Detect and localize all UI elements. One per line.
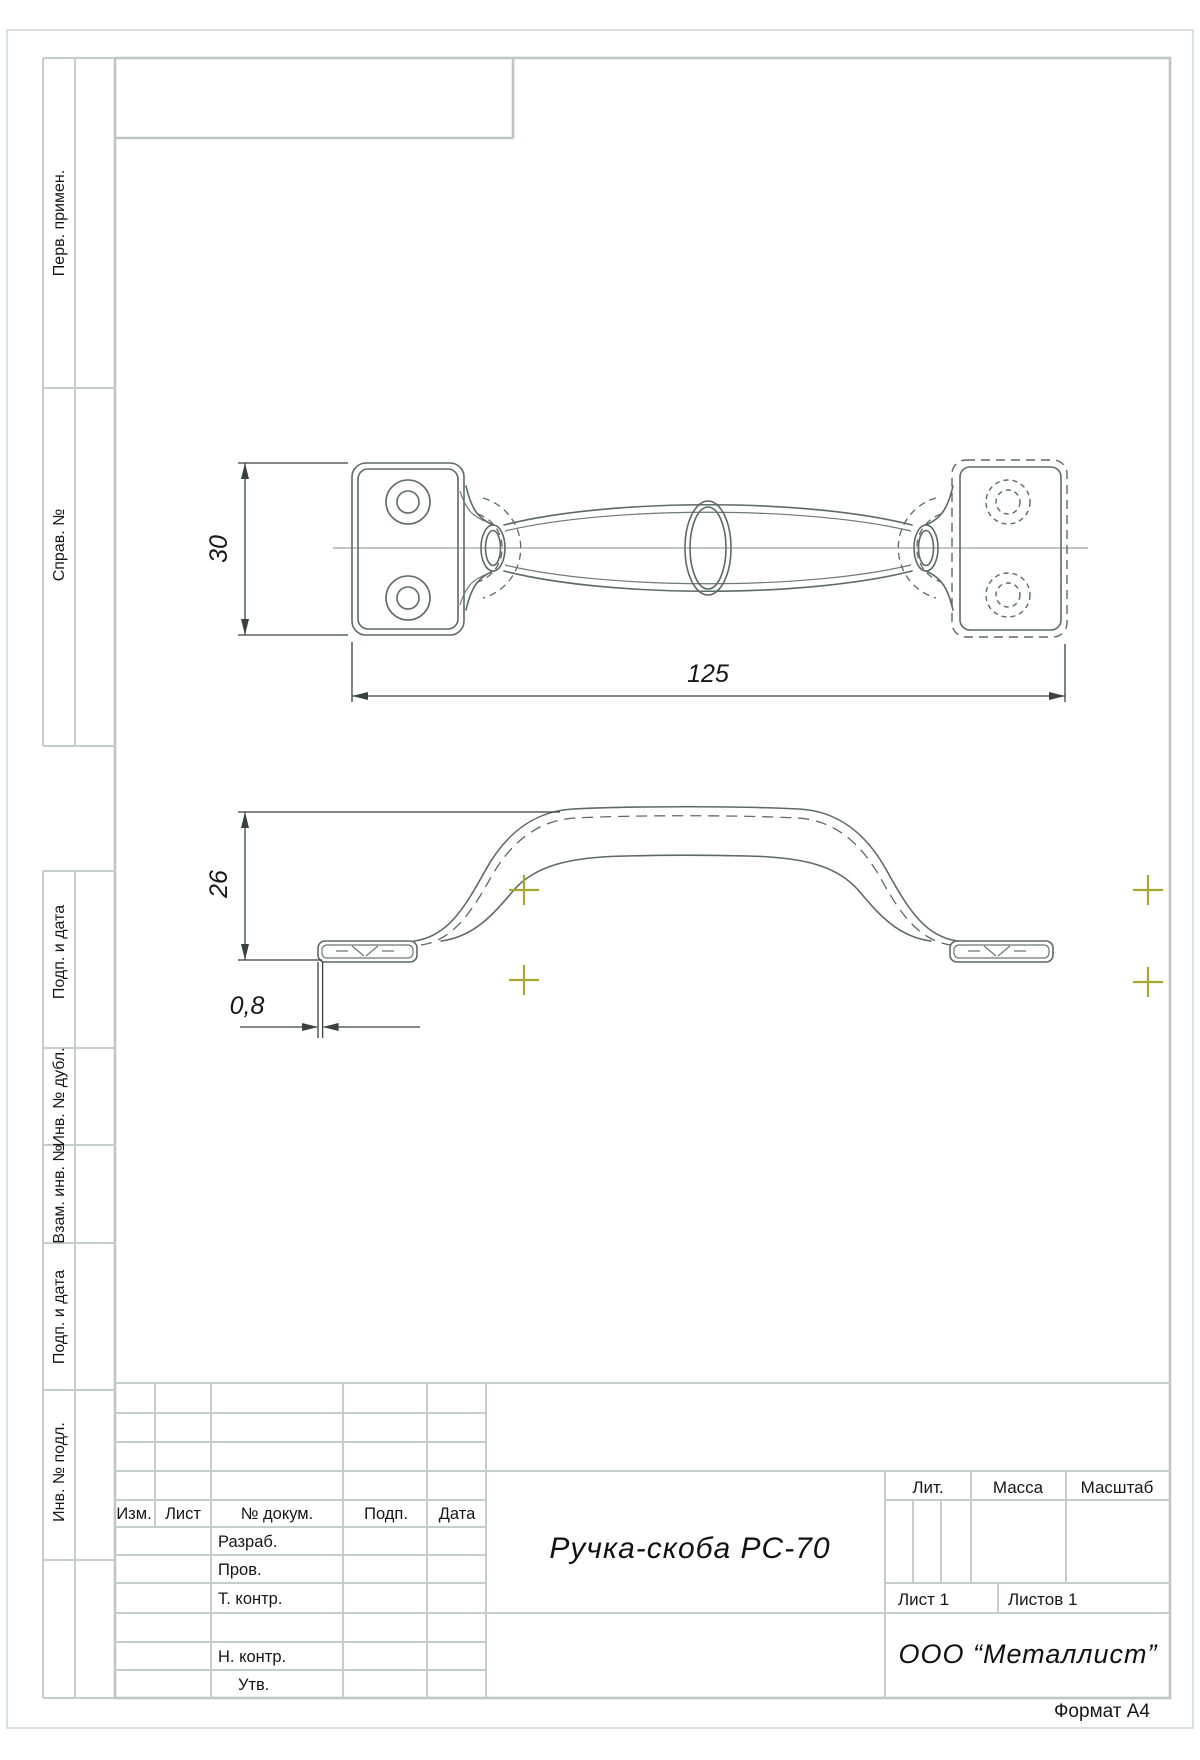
right-foot — [950, 941, 1053, 962]
company-name: ООО “Металлист” — [898, 1639, 1158, 1669]
dim-125-value: 125 — [687, 660, 729, 688]
dim-30-arrow-down — [241, 619, 249, 635]
dimension-26 — [205, 812, 560, 960]
left-hole-bottom-outer — [386, 576, 430, 620]
scale-label: Масштаб — [1080, 1478, 1154, 1497]
left-plate — [352, 463, 521, 635]
row-approver: Утв. — [238, 1676, 270, 1694]
body-bottom-inner — [505, 565, 911, 584]
format-label: Формат А4 — [1053, 1701, 1150, 1722]
dim-08-arrow-left — [302, 1023, 318, 1031]
strap-top-outline — [414, 807, 958, 941]
registration-crosses — [509, 875, 1163, 997]
right-hole-top-outer — [986, 480, 1030, 524]
dim-08-arrow-right — [323, 1023, 339, 1031]
sheet-total: Листов 1 — [1008, 1590, 1078, 1609]
dim-08-value: 0,8 — [229, 992, 265, 1020]
left-foot-inner — [322, 945, 413, 958]
dim-26-arrow-up — [241, 812, 249, 828]
dim-125-arrow-right — [1049, 692, 1065, 700]
strap-bottom-outline — [441, 855, 931, 941]
right-foot-outer — [950, 941, 1053, 962]
sidebar-label-podp-data-2: Подп. и дата — [51, 1269, 69, 1365]
left-hole-bottom-inner — [397, 587, 419, 609]
right-hole-top-inner — [996, 490, 1020, 514]
col-date: Дата — [438, 1505, 476, 1523]
cross-left-bottom — [509, 965, 539, 995]
sidebar-label-inv-podl: Инв. № подл. — [51, 1422, 69, 1522]
dim-26-value: 26 — [205, 870, 233, 898]
left-foot — [318, 941, 417, 962]
col-doc-no: № докум. — [240, 1505, 314, 1523]
left-plate-inner — [358, 469, 458, 629]
sidebar-label-podp-data-1: Подп. и дата — [51, 904, 69, 1000]
cross-right-bottom — [1133, 967, 1163, 997]
side-view — [205, 807, 1053, 1038]
sheet-number: Лист 1 — [898, 1590, 950, 1609]
right-foot-bend-marks — [968, 946, 1026, 956]
dimension-0-8 — [230, 962, 420, 1038]
dim-30-arrow-up — [241, 463, 249, 479]
lit-label: Лит. — [912, 1478, 944, 1497]
page-borders — [7, 30, 1193, 1728]
mass-label: Масса — [992, 1478, 1044, 1497]
left-foot-outer — [318, 941, 417, 962]
sidebar-label-vzam-inv: Взам. инв. № — [51, 1144, 69, 1244]
sidebar-label-perv-primen: Перв. примен. — [51, 169, 69, 277]
strap-hidden-edge — [421, 816, 951, 945]
dimension-125 — [352, 642, 1065, 702]
body-top-inner — [505, 512, 911, 531]
left-foot-bend-marks — [336, 946, 394, 956]
strap-profile — [414, 807, 958, 945]
dim-26-lines — [238, 812, 560, 960]
top-view — [205, 460, 1088, 702]
dim-30-value: 30 — [205, 535, 233, 563]
dim-26-arrow-down — [241, 944, 249, 960]
col-list: Лист — [165, 1505, 201, 1523]
sidebar-label-inv-dubl: Инв. № дубл. — [51, 1047, 69, 1147]
outer-border — [7, 30, 1193, 1728]
row-norm-control: Н. контр. — [218, 1648, 287, 1666]
cross-left-top — [509, 875, 539, 905]
row-developer: Разраб. — [218, 1533, 278, 1551]
designation-box — [115, 58, 513, 138]
left-hole-top-outer — [386, 480, 430, 524]
dimension-30 — [205, 463, 348, 635]
sidebar-label-sprav-no: Справ. № — [51, 508, 69, 582]
right-hole-bottom-inner — [996, 583, 1020, 607]
row-tech-control: Т. контр. — [218, 1590, 283, 1608]
col-podp: Подп. — [364, 1505, 408, 1523]
drawing-frame — [115, 58, 1170, 1698]
dim-125-arrow-left — [352, 692, 368, 700]
dim-30-lines — [238, 463, 348, 635]
document-title: Ручка-скоба РС-70 — [549, 1532, 831, 1565]
left-sidebar — [43, 58, 115, 1698]
right-hole-bottom-outer — [986, 573, 1030, 617]
col-izm: Изм. — [116, 1505, 152, 1523]
row-checker: Пров. — [218, 1561, 262, 1579]
left-hole-top-inner — [397, 491, 419, 513]
title-block — [115, 1383, 1170, 1698]
cross-right-top — [1133, 875, 1163, 905]
